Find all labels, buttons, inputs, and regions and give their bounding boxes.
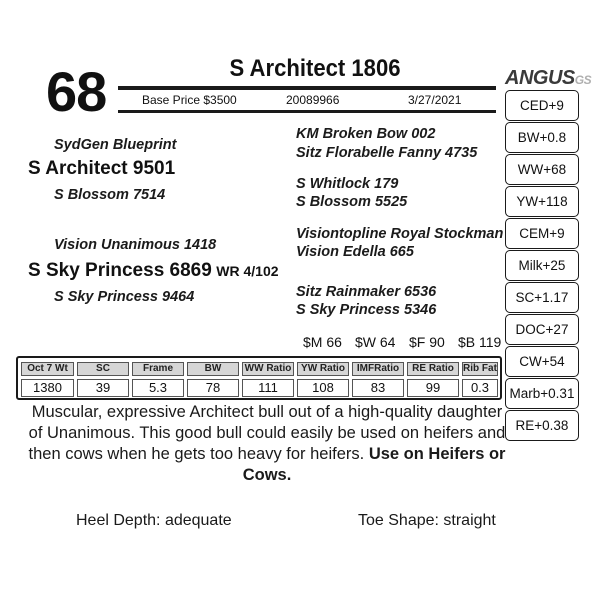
dam-line bbox=[28, 260, 279, 282]
header-rule-top bbox=[118, 86, 496, 90]
table-cell: 83 bbox=[352, 379, 404, 397]
description-text: Muscular, expressive Architect bull out of a high-quality daughter of Unanimous. This good bull could easily be used on heifers and then cows when he gets too heavy for heifers. bbox=[28, 403, 506, 463]
sire: S Architect 9501 bbox=[28, 158, 176, 179]
table-header: YW Ratio bbox=[297, 362, 349, 376]
dd-sire: Sitz Rainmaker 6536 bbox=[296, 284, 437, 300]
sire-sire: SydGen Blueprint bbox=[54, 137, 177, 153]
angus-gs-logo bbox=[505, 65, 592, 91]
dd-dam: S Sky Princess 5346 bbox=[296, 302, 437, 318]
dam-dam: S Sky Princess 9464 bbox=[54, 289, 195, 305]
sire-dam: S Blossom 7514 bbox=[54, 187, 166, 203]
logo-suffix-text: GS bbox=[574, 73, 592, 87]
table-cell: 39 bbox=[77, 379, 129, 397]
description-emphasis: Use on Heifers or Cows. bbox=[242, 445, 506, 484]
animal-name: S Architect 1806 bbox=[229, 55, 401, 82]
epd-box: BW+0.8 bbox=[505, 122, 579, 153]
dam-wr: WR 4/102 bbox=[216, 263, 279, 279]
header-rule-bottom bbox=[118, 110, 496, 113]
epd-box: DOC+27 bbox=[505, 314, 579, 345]
index-value: $M 66 bbox=[303, 334, 342, 350]
epd-box: YW+118 bbox=[505, 186, 579, 217]
index-value: $F 90 bbox=[409, 334, 445, 350]
table-header: BW bbox=[187, 362, 239, 376]
performance-table bbox=[16, 356, 502, 400]
header-info-row bbox=[118, 91, 496, 110]
table-header: IMFRatio bbox=[352, 362, 404, 376]
sd-sire: S Whitlock 179 bbox=[296, 176, 399, 192]
heel-depth: Heel Depth: adequate bbox=[76, 512, 232, 529]
table-header: RE Ratio bbox=[407, 362, 459, 376]
table-cell: 1380 bbox=[21, 379, 74, 397]
registration-number: 20089966 bbox=[286, 93, 340, 107]
toe-shape: Toe Shape: straight bbox=[358, 512, 496, 529]
ds-sire: Visiontopline Royal Stockman bbox=[296, 226, 504, 242]
table-header: Oct 7 Wt bbox=[21, 362, 74, 376]
table-header: Rib Fat bbox=[463, 363, 497, 374]
ss-sire: KM Broken Bow 002 bbox=[296, 126, 436, 142]
epd-box: CED+9 bbox=[505, 90, 579, 121]
description bbox=[24, 402, 510, 486]
birth-date: 3/27/2021 bbox=[408, 93, 462, 107]
epd-box: RE+0.38 bbox=[505, 410, 579, 441]
logo-main-text: ANGUS bbox=[505, 67, 575, 89]
table-header: WW Ratio bbox=[242, 362, 294, 376]
lot-number: 68 bbox=[46, 60, 107, 123]
table-cell: 5.3 bbox=[132, 379, 184, 397]
table-cell: 99 bbox=[407, 379, 459, 397]
index-value: $B 119 bbox=[458, 334, 502, 350]
epd-box: WW+68 bbox=[505, 154, 579, 185]
epd-box: CW+54 bbox=[505, 346, 579, 377]
epd-box: Milk+25 bbox=[505, 250, 579, 281]
index-value: $W 64 bbox=[355, 334, 396, 350]
dam: S Sky Princess 6869 bbox=[28, 260, 212, 281]
ds-dam: Vision Edella 665 bbox=[296, 244, 414, 260]
dam-sire: Vision Unanimous 1418 bbox=[54, 237, 217, 253]
epd-box: SC+1.17 bbox=[505, 282, 579, 313]
sd-dam: S Blossom 5525 bbox=[296, 194, 408, 210]
table-cell: 78 bbox=[187, 379, 239, 397]
epd-box: Marb+0.31 bbox=[505, 378, 579, 409]
ss-dam: Sitz Florabelle Fanny 4735 bbox=[296, 145, 478, 161]
table-header: SC bbox=[77, 362, 129, 376]
table-header: Frame bbox=[132, 362, 184, 376]
table-cell: 108 bbox=[297, 379, 349, 397]
base-price: Base Price $3500 bbox=[142, 93, 237, 107]
table-cell: 0.3 bbox=[462, 379, 498, 397]
table-cell: 111 bbox=[242, 379, 294, 397]
epd-box: CEM+9 bbox=[505, 218, 579, 249]
